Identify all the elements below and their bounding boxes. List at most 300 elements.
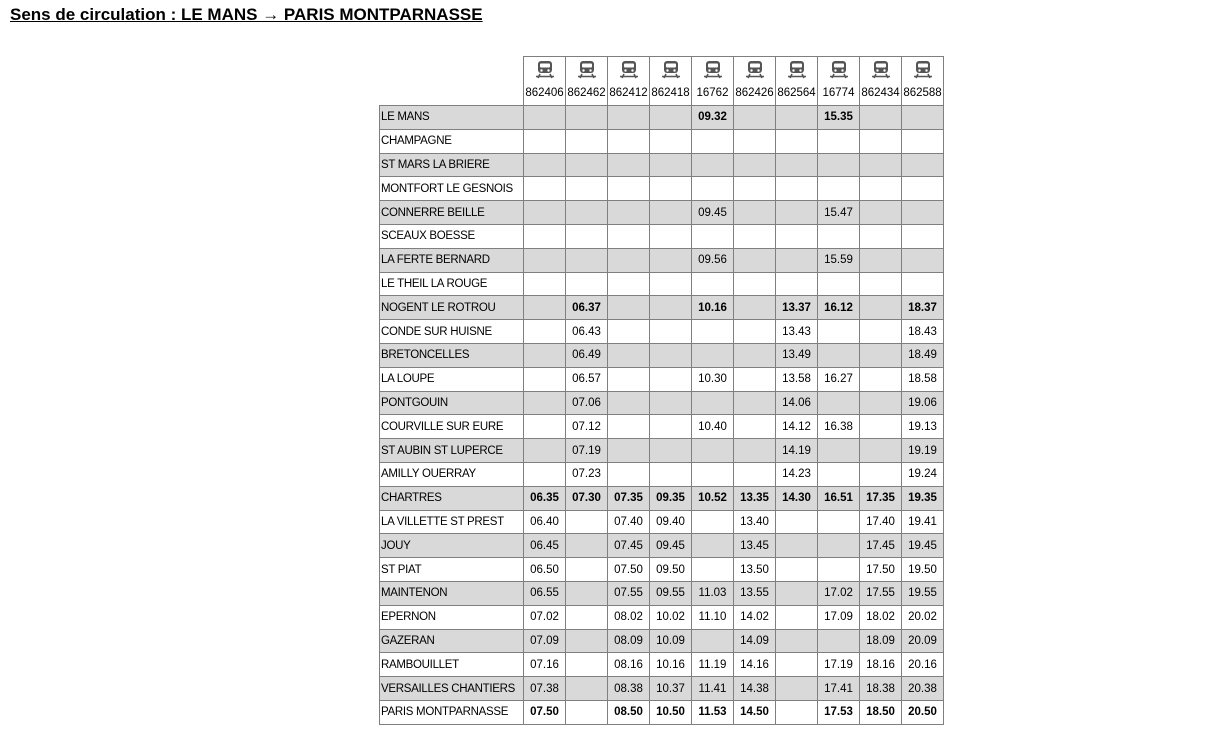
time-cell bbox=[566, 677, 608, 701]
time-cell bbox=[776, 605, 818, 629]
time-cell: 11.03 bbox=[692, 581, 734, 605]
time-cell bbox=[734, 320, 776, 344]
time-cell: 16.27 bbox=[818, 367, 860, 391]
time-cell bbox=[650, 391, 692, 415]
time-cell: 14.30 bbox=[776, 486, 818, 510]
time-cell bbox=[734, 153, 776, 177]
time-cell: 09.32 bbox=[692, 106, 734, 130]
train-number: 862434 bbox=[860, 81, 902, 106]
table-row bbox=[380, 700, 944, 724]
time-cell bbox=[734, 343, 776, 367]
time-cell bbox=[776, 248, 818, 272]
time-cell: 14.38 bbox=[734, 677, 776, 701]
time-cell bbox=[650, 343, 692, 367]
station-name: ST AUBIN ST LUPERCE bbox=[380, 439, 524, 463]
timetable bbox=[379, 56, 944, 725]
time-cell bbox=[902, 153, 944, 177]
time-cell bbox=[902, 248, 944, 272]
time-cell: 07.55 bbox=[608, 581, 650, 605]
time-cell bbox=[524, 415, 566, 439]
time-cell bbox=[818, 224, 860, 248]
time-cell: 18.58 bbox=[902, 367, 944, 391]
time-cell: 10.02 bbox=[650, 605, 692, 629]
time-cell bbox=[860, 201, 902, 225]
train-icon bbox=[776, 57, 818, 82]
time-cell: 06.50 bbox=[524, 558, 566, 582]
time-cell bbox=[650, 129, 692, 153]
time-cell: 18.38 bbox=[860, 677, 902, 701]
time-cell bbox=[524, 439, 566, 463]
time-cell: 19.41 bbox=[902, 510, 944, 534]
time-cell: 13.58 bbox=[776, 367, 818, 391]
train-number: 862426 bbox=[734, 81, 776, 106]
time-cell bbox=[566, 581, 608, 605]
time-cell: 18.49 bbox=[902, 343, 944, 367]
time-cell bbox=[650, 272, 692, 296]
time-cell: 10.37 bbox=[650, 677, 692, 701]
time-cell bbox=[860, 320, 902, 344]
time-cell bbox=[566, 106, 608, 130]
station-name: CONDE SUR HUISNE bbox=[380, 320, 524, 344]
time-cell: 09.55 bbox=[650, 581, 692, 605]
train-number-row bbox=[380, 81, 944, 106]
time-cell bbox=[776, 677, 818, 701]
table-row bbox=[380, 653, 944, 677]
time-cell: 19.50 bbox=[902, 558, 944, 582]
time-cell bbox=[566, 272, 608, 296]
time-cell: 17.35 bbox=[860, 486, 902, 510]
time-cell bbox=[524, 177, 566, 201]
time-cell bbox=[524, 129, 566, 153]
time-cell: 18.02 bbox=[860, 605, 902, 629]
table-row bbox=[380, 320, 944, 344]
time-cell bbox=[650, 462, 692, 486]
time-cell bbox=[818, 439, 860, 463]
table-row bbox=[380, 248, 944, 272]
time-cell: 08.16 bbox=[608, 653, 650, 677]
time-cell bbox=[524, 248, 566, 272]
station-name: MAINTENON bbox=[380, 581, 524, 605]
time-cell bbox=[818, 534, 860, 558]
header-blank bbox=[380, 81, 524, 106]
time-cell: 19.35 bbox=[902, 486, 944, 510]
time-cell bbox=[860, 248, 902, 272]
time-cell: 19.19 bbox=[902, 439, 944, 463]
time-cell: 16.12 bbox=[818, 296, 860, 320]
time-cell bbox=[566, 700, 608, 724]
table-row bbox=[380, 486, 944, 510]
time-cell bbox=[902, 177, 944, 201]
time-cell: 07.12 bbox=[566, 415, 608, 439]
time-cell bbox=[608, 296, 650, 320]
time-cell bbox=[608, 177, 650, 201]
time-cell bbox=[776, 700, 818, 724]
train-number: 862564 bbox=[776, 81, 818, 106]
time-cell: 13.50 bbox=[734, 558, 776, 582]
station-name: VERSAILLES CHANTIERS bbox=[380, 677, 524, 701]
table-row bbox=[380, 534, 944, 558]
time-cell bbox=[818, 343, 860, 367]
time-cell bbox=[692, 320, 734, 344]
time-cell: 11.10 bbox=[692, 605, 734, 629]
table-row bbox=[380, 272, 944, 296]
time-cell bbox=[818, 272, 860, 296]
time-cell: 17.45 bbox=[860, 534, 902, 558]
table-row bbox=[380, 415, 944, 439]
time-cell: 19.06 bbox=[902, 391, 944, 415]
time-cell: 10.50 bbox=[650, 700, 692, 724]
table-row bbox=[380, 201, 944, 225]
time-cell bbox=[818, 558, 860, 582]
time-cell bbox=[902, 106, 944, 130]
time-cell: 06.49 bbox=[566, 343, 608, 367]
time-cell: 09.40 bbox=[650, 510, 692, 534]
time-cell: 20.02 bbox=[902, 605, 944, 629]
train-icon bbox=[734, 57, 776, 82]
time-cell bbox=[692, 391, 734, 415]
time-cell bbox=[650, 201, 692, 225]
time-cell bbox=[860, 106, 902, 130]
time-cell: 07.30 bbox=[566, 486, 608, 510]
time-cell: 18.43 bbox=[902, 320, 944, 344]
time-cell: 09.56 bbox=[692, 248, 734, 272]
train-number: 862588 bbox=[902, 81, 944, 106]
time-cell bbox=[650, 248, 692, 272]
time-cell bbox=[818, 320, 860, 344]
time-cell bbox=[566, 129, 608, 153]
time-cell: 07.09 bbox=[524, 629, 566, 653]
time-cell bbox=[608, 201, 650, 225]
table-row bbox=[380, 296, 944, 320]
time-cell bbox=[776, 629, 818, 653]
page-title: Sens de circulation : LE MANS → PARIS MONTPARNASSE bbox=[10, 5, 483, 24]
time-cell bbox=[566, 224, 608, 248]
time-cell: 10.16 bbox=[692, 296, 734, 320]
station-name: ST MARS LA BRIERE bbox=[380, 153, 524, 177]
time-cell: 20.16 bbox=[902, 653, 944, 677]
time-cell bbox=[818, 510, 860, 534]
time-cell: 11.19 bbox=[692, 653, 734, 677]
time-cell bbox=[566, 201, 608, 225]
time-cell bbox=[734, 439, 776, 463]
time-cell: 07.45 bbox=[608, 534, 650, 558]
time-cell bbox=[692, 510, 734, 534]
time-cell: 08.38 bbox=[608, 677, 650, 701]
time-cell: 11.41 bbox=[692, 677, 734, 701]
table-row bbox=[380, 153, 944, 177]
train-icon bbox=[566, 57, 608, 82]
time-cell bbox=[566, 558, 608, 582]
time-cell: 17.02 bbox=[818, 581, 860, 605]
time-cell bbox=[860, 177, 902, 201]
time-cell bbox=[566, 629, 608, 653]
train-icon bbox=[860, 57, 902, 82]
time-cell: 13.49 bbox=[776, 343, 818, 367]
table-row bbox=[380, 677, 944, 701]
time-cell bbox=[860, 391, 902, 415]
time-cell bbox=[734, 201, 776, 225]
time-cell: 09.35 bbox=[650, 486, 692, 510]
table-row bbox=[380, 391, 944, 415]
time-cell: 17.41 bbox=[818, 677, 860, 701]
time-cell bbox=[860, 367, 902, 391]
time-cell bbox=[524, 224, 566, 248]
time-cell: 08.09 bbox=[608, 629, 650, 653]
time-cell bbox=[776, 510, 818, 534]
time-cell: 18.09 bbox=[860, 629, 902, 653]
time-cell: 07.16 bbox=[524, 653, 566, 677]
table-row bbox=[380, 629, 944, 653]
time-cell bbox=[692, 558, 734, 582]
time-cell: 07.35 bbox=[608, 486, 650, 510]
time-cell: 06.35 bbox=[524, 486, 566, 510]
time-cell: 14.12 bbox=[776, 415, 818, 439]
station-name: RAMBOUILLET bbox=[380, 653, 524, 677]
station-name: EPERNON bbox=[380, 605, 524, 629]
time-cell: 18.37 bbox=[902, 296, 944, 320]
station-name: CONNERRE BEILLE bbox=[380, 201, 524, 225]
time-cell bbox=[860, 296, 902, 320]
time-cell: 06.45 bbox=[524, 534, 566, 558]
time-cell: 13.37 bbox=[776, 296, 818, 320]
time-cell bbox=[692, 462, 734, 486]
time-cell bbox=[650, 106, 692, 130]
time-cell: 19.13 bbox=[902, 415, 944, 439]
train-number: 862412 bbox=[608, 81, 650, 106]
station-name: LA LOUPE bbox=[380, 367, 524, 391]
station-name: COURVILLE SUR EURE bbox=[380, 415, 524, 439]
time-cell bbox=[524, 391, 566, 415]
time-cell bbox=[776, 581, 818, 605]
time-cell bbox=[818, 391, 860, 415]
time-cell bbox=[524, 272, 566, 296]
time-cell: 17.40 bbox=[860, 510, 902, 534]
time-cell bbox=[608, 367, 650, 391]
time-cell bbox=[608, 415, 650, 439]
time-cell bbox=[902, 224, 944, 248]
time-cell bbox=[734, 224, 776, 248]
table-row bbox=[380, 224, 944, 248]
time-cell bbox=[860, 439, 902, 463]
time-cell: 07.38 bbox=[524, 677, 566, 701]
time-cell bbox=[734, 391, 776, 415]
time-cell bbox=[860, 462, 902, 486]
time-cell bbox=[692, 272, 734, 296]
time-cell bbox=[608, 153, 650, 177]
time-cell bbox=[734, 296, 776, 320]
table-row bbox=[380, 129, 944, 153]
table-row bbox=[380, 343, 944, 367]
time-cell bbox=[692, 224, 734, 248]
station-name: AMILLY OUERRAY bbox=[380, 462, 524, 486]
time-cell bbox=[776, 177, 818, 201]
station-name: ST PIAT bbox=[380, 558, 524, 582]
time-cell bbox=[524, 106, 566, 130]
time-cell bbox=[650, 153, 692, 177]
time-cell: 17.53 bbox=[818, 700, 860, 724]
time-cell: 06.43 bbox=[566, 320, 608, 344]
time-cell: 14.50 bbox=[734, 700, 776, 724]
time-cell: 07.19 bbox=[566, 439, 608, 463]
time-cell: 14.06 bbox=[776, 391, 818, 415]
time-cell bbox=[692, 439, 734, 463]
time-cell: 20.09 bbox=[902, 629, 944, 653]
time-cell bbox=[818, 177, 860, 201]
time-cell: 07.50 bbox=[608, 558, 650, 582]
time-cell: 08.50 bbox=[608, 700, 650, 724]
time-cell bbox=[566, 534, 608, 558]
time-cell bbox=[860, 272, 902, 296]
time-cell: 10.30 bbox=[692, 367, 734, 391]
time-cell bbox=[734, 248, 776, 272]
time-cell bbox=[566, 510, 608, 534]
time-cell: 06.40 bbox=[524, 510, 566, 534]
time-cell bbox=[524, 320, 566, 344]
time-cell bbox=[608, 391, 650, 415]
time-cell: 17.09 bbox=[818, 605, 860, 629]
time-cell bbox=[650, 320, 692, 344]
time-cell: 13.55 bbox=[734, 581, 776, 605]
time-cell: 10.52 bbox=[692, 486, 734, 510]
time-cell: 19.24 bbox=[902, 462, 944, 486]
time-cell bbox=[692, 534, 734, 558]
train-icon bbox=[608, 57, 650, 82]
time-cell bbox=[692, 153, 734, 177]
time-cell bbox=[734, 272, 776, 296]
time-cell: 09.45 bbox=[692, 201, 734, 225]
station-name: JOUY bbox=[380, 534, 524, 558]
time-cell bbox=[524, 462, 566, 486]
time-cell: 09.50 bbox=[650, 558, 692, 582]
time-cell: 07.02 bbox=[524, 605, 566, 629]
time-cell: 06.57 bbox=[566, 367, 608, 391]
station-name: NOGENT LE ROTROU bbox=[380, 296, 524, 320]
time-cell: 14.16 bbox=[734, 653, 776, 677]
time-cell: 20.50 bbox=[902, 700, 944, 724]
time-cell: 18.50 bbox=[860, 700, 902, 724]
time-cell: 18.16 bbox=[860, 653, 902, 677]
station-name: LE THEIL LA ROUGE bbox=[380, 272, 524, 296]
time-cell: 13.35 bbox=[734, 486, 776, 510]
station-name: LA FERTE BERNARD bbox=[380, 248, 524, 272]
time-cell bbox=[608, 106, 650, 130]
time-cell bbox=[608, 129, 650, 153]
time-cell bbox=[776, 224, 818, 248]
time-cell bbox=[608, 439, 650, 463]
time-cell bbox=[734, 129, 776, 153]
time-cell: 14.19 bbox=[776, 439, 818, 463]
station-name: GAZERAN bbox=[380, 629, 524, 653]
time-cell bbox=[734, 462, 776, 486]
time-cell bbox=[650, 439, 692, 463]
time-cell bbox=[566, 605, 608, 629]
time-cell: 07.06 bbox=[566, 391, 608, 415]
time-cell bbox=[566, 177, 608, 201]
train-number: 862406 bbox=[524, 81, 566, 106]
time-cell: 10.09 bbox=[650, 629, 692, 653]
time-cell bbox=[608, 343, 650, 367]
time-cell bbox=[650, 224, 692, 248]
header-blank bbox=[380, 57, 524, 82]
time-cell: 14.02 bbox=[734, 605, 776, 629]
time-cell: 07.23 bbox=[566, 462, 608, 486]
train-number: 862418 bbox=[650, 81, 692, 106]
time-cell bbox=[608, 224, 650, 248]
time-cell bbox=[650, 367, 692, 391]
time-cell: 17.19 bbox=[818, 653, 860, 677]
time-cell bbox=[818, 129, 860, 153]
table-row bbox=[380, 605, 944, 629]
time-cell: 17.55 bbox=[860, 581, 902, 605]
time-cell bbox=[818, 462, 860, 486]
time-cell: 15.35 bbox=[818, 106, 860, 130]
station-name: CHAMPAGNE bbox=[380, 129, 524, 153]
time-cell bbox=[524, 201, 566, 225]
time-cell: 17.50 bbox=[860, 558, 902, 582]
train-number: 862462 bbox=[566, 81, 608, 106]
time-cell bbox=[818, 153, 860, 177]
time-cell: 20.38 bbox=[902, 677, 944, 701]
time-cell bbox=[902, 201, 944, 225]
time-cell bbox=[860, 224, 902, 248]
time-cell: 11.53 bbox=[692, 700, 734, 724]
time-cell bbox=[692, 129, 734, 153]
time-cell bbox=[608, 272, 650, 296]
time-cell bbox=[860, 153, 902, 177]
station-name: CHARTRES bbox=[380, 486, 524, 510]
time-cell bbox=[566, 653, 608, 677]
time-cell bbox=[524, 367, 566, 391]
time-cell bbox=[524, 153, 566, 177]
table-row bbox=[380, 177, 944, 201]
time-cell: 09.45 bbox=[650, 534, 692, 558]
table-row bbox=[380, 367, 944, 391]
time-cell: 10.16 bbox=[650, 653, 692, 677]
time-cell bbox=[734, 106, 776, 130]
train-icon bbox=[650, 57, 692, 82]
train-number: 16774 bbox=[818, 81, 860, 106]
train-icon bbox=[818, 57, 860, 82]
time-cell bbox=[650, 177, 692, 201]
table-row bbox=[380, 106, 944, 130]
time-cell: 14.09 bbox=[734, 629, 776, 653]
time-cell: 13.45 bbox=[734, 534, 776, 558]
table-row bbox=[380, 510, 944, 534]
time-cell: 14.23 bbox=[776, 462, 818, 486]
train-icon bbox=[524, 57, 566, 82]
time-cell: 07.40 bbox=[608, 510, 650, 534]
station-name: LE MANS bbox=[380, 106, 524, 130]
time-cell: 13.43 bbox=[776, 320, 818, 344]
station-name: LA VILLETTE ST PREST bbox=[380, 510, 524, 534]
time-cell bbox=[902, 272, 944, 296]
time-cell bbox=[608, 462, 650, 486]
time-cell bbox=[692, 343, 734, 367]
time-cell bbox=[860, 343, 902, 367]
train-icon bbox=[902, 57, 944, 82]
time-cell bbox=[524, 296, 566, 320]
time-cell: 07.50 bbox=[524, 700, 566, 724]
time-cell bbox=[734, 415, 776, 439]
station-name: PARIS MONTPARNASSE bbox=[380, 700, 524, 724]
station-name: SCEAUX BOESSE bbox=[380, 224, 524, 248]
time-cell bbox=[860, 129, 902, 153]
time-cell bbox=[692, 629, 734, 653]
time-cell: 10.40 bbox=[692, 415, 734, 439]
time-cell bbox=[776, 106, 818, 130]
table-row bbox=[380, 462, 944, 486]
time-cell bbox=[608, 248, 650, 272]
